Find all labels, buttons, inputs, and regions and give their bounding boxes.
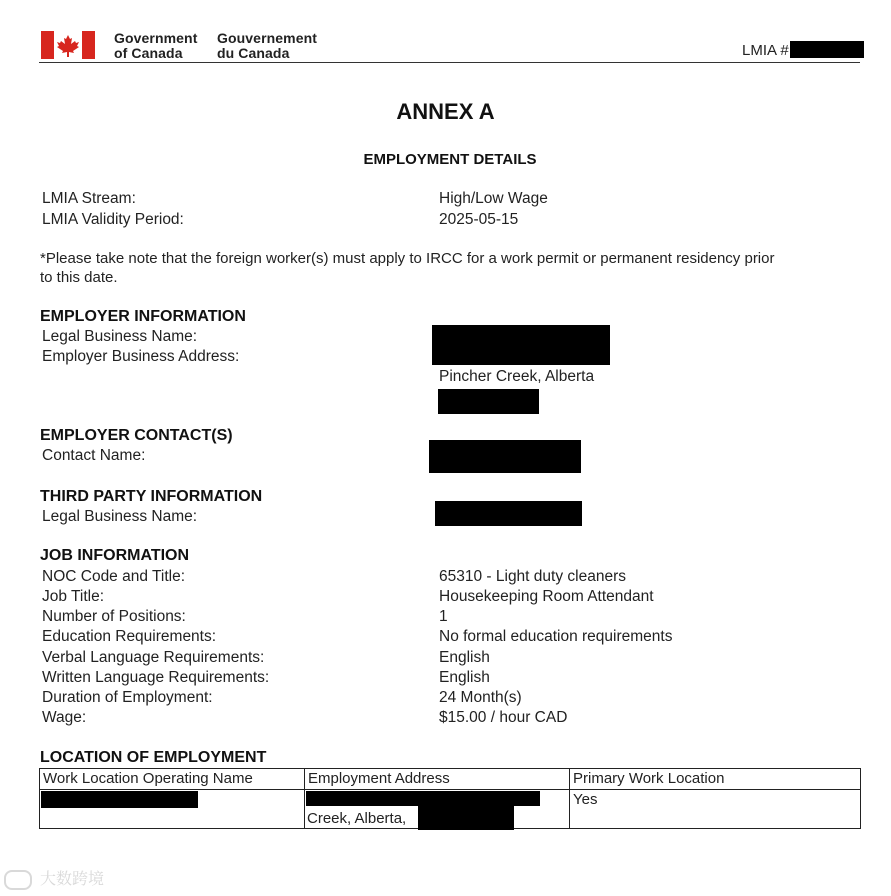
watermark: 大数跨境 xyxy=(4,866,104,890)
note-line-2: to this date. xyxy=(40,269,118,286)
third-party-legal-name-label: Legal Business Name: xyxy=(42,508,198,525)
col-operating-name: Work Location Operating Name xyxy=(40,769,305,790)
table-row xyxy=(40,790,861,829)
job-row-label: NOC Code and Title: xyxy=(42,568,186,585)
job-info-heading: JOB INFORMATION xyxy=(40,547,190,564)
lmia-validity-value: 2025-05-15 xyxy=(439,211,519,228)
location-heading: LOCATION OF EMPLOYMENT xyxy=(40,749,267,766)
address-line-redacted xyxy=(306,791,540,806)
employer-legal-name-redacted xyxy=(432,325,610,365)
job-row-value: 24 Month(s) xyxy=(439,689,522,706)
operating-name-redacted xyxy=(41,791,198,808)
third-party-heading: THIRD PARTY INFORMATION xyxy=(40,488,263,505)
table-header-row xyxy=(40,769,861,790)
job-row-label: Education Requirements: xyxy=(42,628,217,645)
operating-name-cell xyxy=(40,790,305,829)
job-row-value: 65310 - Light duty cleaners xyxy=(439,568,626,585)
job-row-value: No formal education requirements xyxy=(439,628,673,645)
lmia-stream-label: LMIA Stream: xyxy=(42,190,136,207)
note-line-1: *Please take note that the foreign worker(s) must apply to IRCC for a work permit or permanent residency prior xyxy=(40,250,775,267)
contact-name-redacted xyxy=(429,440,581,473)
job-row-value: 1 xyxy=(439,608,448,625)
job-row-label: Wage: xyxy=(42,709,87,726)
employer-legal-name-label: Legal Business Name: xyxy=(42,328,198,345)
header-divider xyxy=(39,62,860,63)
employer-address-label: Employer Business Address: xyxy=(42,348,240,365)
employment-address-cell xyxy=(305,790,570,829)
job-row-label: Duration of Employment: xyxy=(42,689,213,706)
location-table xyxy=(39,768,861,829)
page-title: ANNEX A xyxy=(396,99,495,124)
job-row-value: English xyxy=(439,649,490,666)
job-row-label: Job Title: xyxy=(42,588,105,605)
gov-name-fr: Gouvernement du Canada xyxy=(217,30,317,61)
gov-name-en: Government of Canada xyxy=(114,30,198,61)
address-postal-redacted xyxy=(418,806,514,830)
contact-name-label: Contact Name: xyxy=(42,447,146,464)
col-employment-address: Employment Address xyxy=(305,769,570,790)
page-subtitle: EMPLOYMENT DETAILS xyxy=(363,151,537,168)
lmia-validity-label: LMIA Validity Period: xyxy=(42,211,184,228)
job-row-value: English xyxy=(439,669,490,686)
third-party-name-redacted xyxy=(435,501,582,526)
job-row-label: Verbal Language Requirements: xyxy=(42,649,265,666)
job-row-value: $15.00 / hour CAD xyxy=(439,709,568,726)
address-city: Creek, Alberta, xyxy=(307,810,407,827)
col-primary-location: Primary Work Location xyxy=(570,769,861,790)
job-row-label: Number of Positions: xyxy=(42,608,186,625)
canada-flag-logo xyxy=(41,31,95,59)
lmia-number-label: LMIA # xyxy=(742,42,789,59)
primary-location-cell: Yes xyxy=(570,790,861,829)
job-row-value: Housekeeping Room Attendant xyxy=(439,588,654,605)
employer-postal-redacted xyxy=(438,389,539,414)
employer-address-city: Pincher Creek, Alberta xyxy=(439,368,595,385)
lmia-stream-value: High/Low Wage xyxy=(439,190,548,207)
employer-info-heading: EMPLOYER INFORMATION xyxy=(40,308,246,325)
lmia-number-redacted xyxy=(790,41,864,58)
employer-contact-heading: EMPLOYER CONTACT(S) xyxy=(40,427,233,444)
job-row-label: Written Language Requirements: xyxy=(42,669,270,686)
watermark-logo-icon xyxy=(4,870,32,890)
